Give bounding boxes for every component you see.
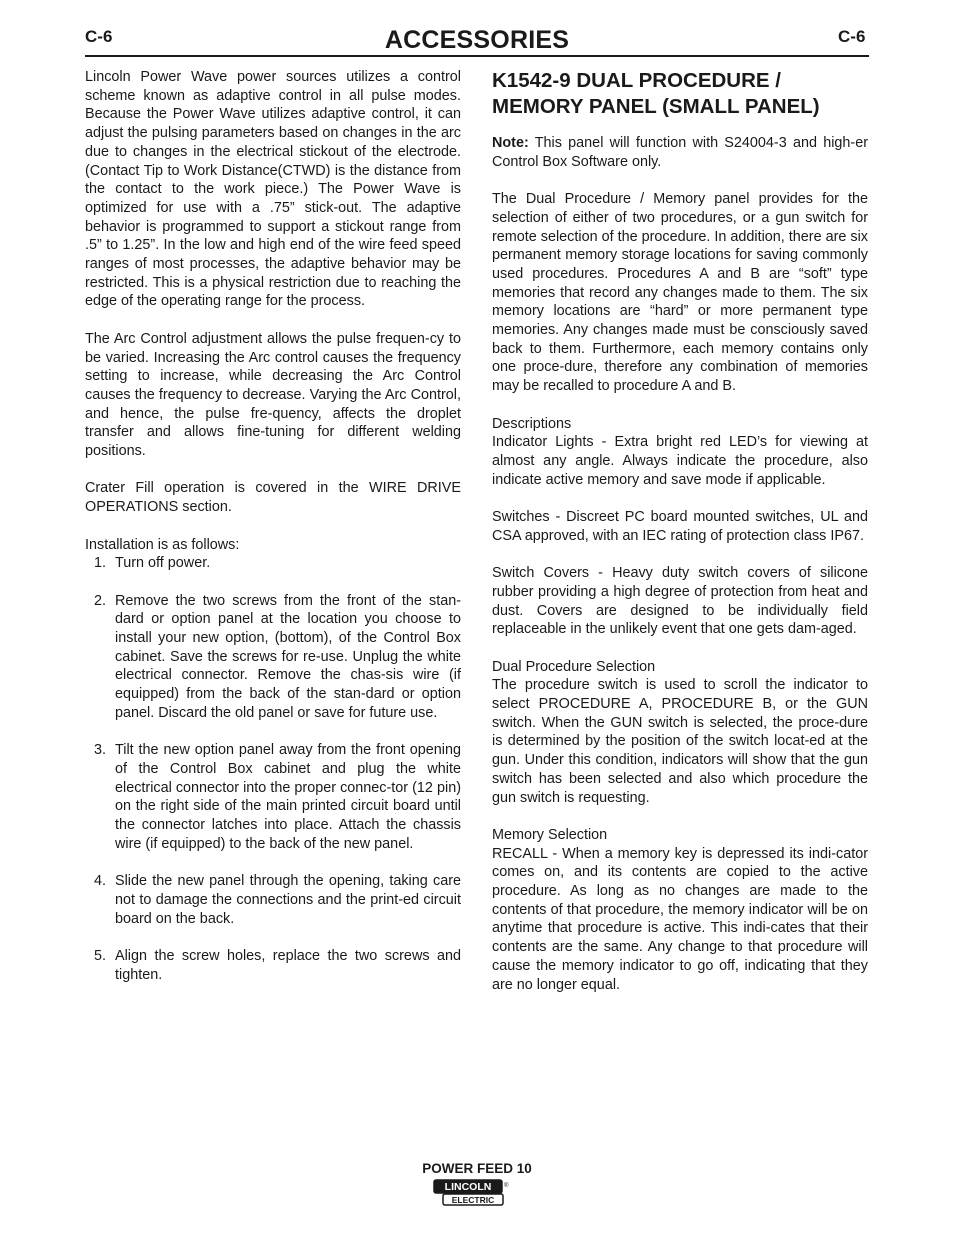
note-text: This panel will function with S24004-3 and high-er Control Box Software only. [492, 135, 868, 170]
right-column [492, 68, 868, 1013]
left-column [85, 68, 461, 1003]
page-number-left: C-6 [85, 27, 113, 46]
section-title-line-1: K1542-9 DUAL PROCEDURE / [492, 69, 781, 92]
step-text: Turn off power. [115, 555, 211, 572]
installation-step [85, 554, 461, 573]
step-text: Tilt the new option panel away from the front opening of the Control Box cabinet and plug the white electrical connector into the proper connec-tor (12 pin) on the right side of the main printed circuit board until the connector latches into place. Attach the chassis wire (if equipped) to the back of the new panel. [115, 742, 461, 852]
note-paragraph [492, 134, 868, 171]
step-text: Align the screw holes, replace the two screws and tighten. [115, 947, 461, 983]
step-number: 1. [94, 555, 107, 572]
adaptive-control-paragraph: Lincoln Power Wave power sources utilizes a control scheme known as adaptive control in all pulse modes. Because the Power Wave utilizes adaptive control, it can adjust the pulsing parameters based on changes in the arc due to changes in the electrical stickout of the electrode. (Contact Tip to Work Distance(CTWD) is the distance from the contact to the work piece.) The Power Wave is optimized for use with a .75” stick-out. The adaptive behavior is programmed to support a stickout range from .5” to 1.25”. In the low and high end of the wire feed speed ranges of most processes, the adaptive behavior may be restricted. This is a physical restriction due to reaching the edge of the operating range for the process. [85, 69, 461, 310]
crater-fill-paragraph: Crater Fill operation is covered in the WIRE DRIVE OPERATIONS section. [85, 480, 461, 516]
section-title-line-2: MEMORY PANEL (SMALL PANEL) [492, 95, 820, 118]
memory-selection-paragraph: RECALL - When a memory key is depressed its indi-cator comes on, and its contents are copied to the active procedure. As long as no changes are made to the contents of that procedure, the memory indicator will be on anytime that procedure is active. This indi-cates that their contents are the same. Any change to that procedure will cause the memory indicator to go off, indicating that they are no longer equal. [492, 845, 868, 993]
panel-overview-paragraph: The Dual Procedure / Memory panel provides for the selection of either of two procedures, or a gun switch for remote selection of the procedure. In addition, there are six permanent memory storage locations for saving commonly used procedures. Procedures A and B are “soft” type memories that record any changes made to them. The six memory locations are “hard” or more permanent type memories. Any changes made must be consciously saved back to them. Furthermore, each memory contains only one proce-dure, therefore any combination of memories may be recalled to procedure A and B. [492, 191, 868, 395]
dual-procedure-heading: Dual Procedure Selection [492, 658, 656, 675]
lincoln-electric-logo [433, 1179, 511, 1206]
page-number-right: C-6 [838, 27, 866, 46]
step-number: 5. [94, 947, 107, 964]
installation-step [85, 947, 461, 984]
memory-selection-heading: Memory Selection [492, 826, 608, 843]
section-title [492, 68, 868, 120]
step-text: Slide the new panel through the opening, taking care not to damage the connections and the print-ed circuit board on the back. [115, 873, 461, 927]
registered-mark: ® [504, 1183, 509, 1189]
page-title: ACCESSORIES [384, 26, 570, 54]
dual-procedure-paragraph: The procedure switch is used to scroll the indicator to select PROCEDURE A, PROCEDURE B, or the GUN switch. When the GUN switch is selected, the proce-dure is determined by the position of the switch locat-ed at the gun. Under this condition, indicators will show that the gun switch has been selected and also which procedure the gun switch is requesting. [492, 677, 868, 806]
installation-intro: Installation is as follows: [85, 536, 240, 553]
installation-step [85, 872, 461, 928]
header-divider [85, 55, 869, 57]
switches-paragraph: Switches - Discreet PC board mounted switches, UL and CSA approved, with an IEC rating of protection class IP67. [492, 509, 868, 544]
step-number: 2. [94, 592, 107, 609]
note-label: Note: [492, 135, 529, 151]
indicator-lights-paragraph: Indicator Lights - Extra bright red LED’s for viewing at almost any angle. Always indicate the procedure, also indicate active memory and save mode if applicable. [492, 434, 868, 488]
step-text: Remove the two screws from the front of the stan-dard or option panel at the location you choose to install your new option, (bottom), of the Control Box cabinet. Save the screws for re-use. Unplug the white electrical connector. Remove the chas-sis wire (if equipped) from the back of the stan-dard or option panel. Discard the old panel or save for future use. [115, 592, 461, 721]
logo-text-top: LINCOLN [444, 1181, 492, 1193]
installation-step [85, 592, 461, 723]
footer-model-name: POWER FEED 10 [422, 1161, 532, 1176]
logo-text-bottom: ELECTRIC [451, 1195, 495, 1205]
arc-control-paragraph: The Arc Control adjustment allows the pulse frequen-cy to be varied. Increasing the Arc control causes the frequency setting to increase, while decreasing the Arc Control causes the frequency to decrease. Varying the Arc Control, and hence, the pulse fre-quency, affects the droplet transfer and allows fine-tuning for different welding positions. [85, 330, 461, 460]
installation-steps [85, 554, 461, 984]
installation-step [85, 741, 461, 853]
step-number: 4. [94, 873, 107, 890]
step-number: 3. [94, 742, 107, 759]
descriptions-heading: Descriptions [492, 415, 572, 432]
switch-covers-paragraph: Switch Covers - Heavy duty switch covers of silicone rubber providing a high degree of protection from heat and dust. Covers are designed to be individually field replaceable in the unlikely event that one gets dam-aged. [492, 565, 868, 638]
